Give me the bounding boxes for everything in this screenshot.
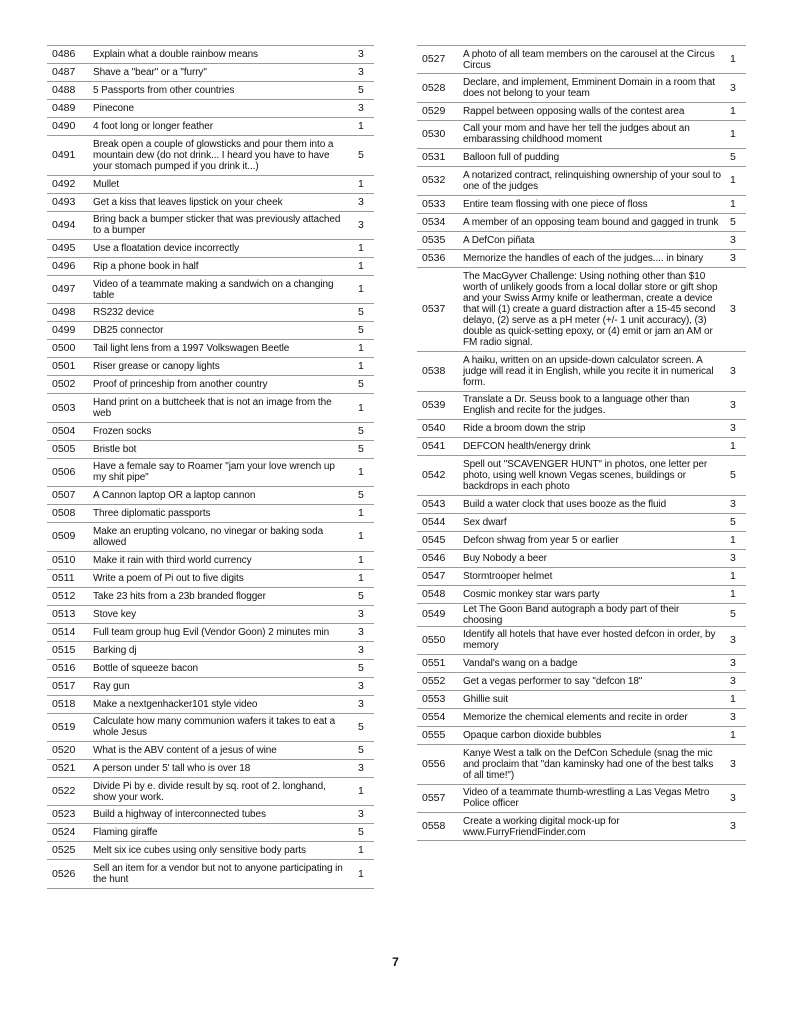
- table-row: [47, 487, 374, 505]
- item-number: 0535: [417, 231, 456, 249]
- table-row: [47, 358, 374, 376]
- item-number: 0491: [47, 136, 86, 176]
- item-points: 5: [355, 322, 374, 340]
- item-points: 5: [355, 376, 374, 394]
- table-row: [47, 304, 374, 322]
- table-row: [417, 249, 746, 267]
- table-row: [47, 777, 374, 805]
- table-row: [47, 605, 374, 623]
- item-description: Sex dwarf: [456, 513, 727, 531]
- item-description: Opaque carbon dioxide bubbles: [456, 726, 727, 744]
- item-description: A person under 5' tall who is over 18: [86, 759, 355, 777]
- table-row: [47, 322, 374, 340]
- table-row: [417, 213, 746, 231]
- item-description: Call your mom and have her tell the judges about an embarassing childhood moment: [456, 120, 727, 148]
- item-points: 3: [355, 193, 374, 211]
- item-number: 0518: [47, 695, 86, 713]
- item-points: 5: [727, 213, 746, 231]
- item-points: 3: [355, 211, 374, 239]
- item-number: 0510: [47, 551, 86, 569]
- item-description: DEFCON health/energy drink: [456, 437, 727, 455]
- item-points: 3: [355, 759, 374, 777]
- item-points: 5: [727, 455, 746, 495]
- item-points: 5: [355, 741, 374, 759]
- item-number: 0545: [417, 531, 456, 549]
- item-number: 0547: [417, 567, 456, 585]
- table-row: [417, 195, 746, 213]
- item-number: 0528: [417, 74, 456, 102]
- item-points: 5: [355, 713, 374, 741]
- item-number: 0544: [417, 513, 456, 531]
- item-points: 3: [727, 812, 746, 840]
- items-table-right: [417, 45, 746, 841]
- item-points: 5: [727, 603, 746, 626]
- item-points: 1: [727, 690, 746, 708]
- item-description: Ride a broom down the strip: [456, 419, 727, 437]
- item-description: Cosmic monkey star wars party: [456, 585, 727, 603]
- item-points: 5: [727, 149, 746, 167]
- item-description: Rip a phone book in half: [86, 257, 355, 275]
- item-points: 5: [355, 136, 374, 176]
- item-description: Melt six ice cubes using only sensitive body parts: [86, 842, 355, 860]
- table-row: [417, 812, 746, 840]
- item-points: 1: [727, 726, 746, 744]
- item-points: 1: [355, 505, 374, 523]
- item-number: 0523: [47, 806, 86, 824]
- item-description: What is the ABV content of a jesus of wine: [86, 741, 355, 759]
- item-number: 0525: [47, 842, 86, 860]
- left-column: [47, 45, 374, 889]
- item-points: 1: [355, 340, 374, 358]
- table-row: [47, 257, 374, 275]
- item-number: 0530: [417, 120, 456, 148]
- item-points: 5: [355, 487, 374, 505]
- table-row: [417, 708, 746, 726]
- item-description: A photo of all team members on the carousel at the Circus Circus: [456, 46, 727, 74]
- table-row: [417, 585, 746, 603]
- item-description: Buy Nobody a beer: [456, 549, 727, 567]
- item-description: Rappel between opposing walls of the contest area: [456, 102, 727, 120]
- item-points: 3: [727, 231, 746, 249]
- item-description: Memorize the handles of each of the judges.... in binary: [456, 249, 727, 267]
- item-points: 5: [355, 587, 374, 605]
- item-number: 0540: [417, 419, 456, 437]
- item-number: 0553: [417, 690, 456, 708]
- table-row: [47, 695, 374, 713]
- item-number: 0489: [47, 100, 86, 118]
- table-row: [417, 784, 746, 812]
- item-points: 3: [727, 626, 746, 654]
- table-row: [47, 100, 374, 118]
- item-number: 0551: [417, 654, 456, 672]
- item-points: 3: [727, 351, 746, 391]
- item-number: 0534: [417, 213, 456, 231]
- item-number: 0487: [47, 64, 86, 82]
- item-points: 1: [355, 118, 374, 136]
- item-description: Declare, and implement, Emminent Domain in a room that does not belong to your team: [456, 74, 727, 102]
- item-description: A haiku, written on an upside-down calculator screen. A judge will read it in English, while you recite it in numerical form.: [456, 351, 727, 391]
- item-points: 3: [727, 672, 746, 690]
- table-row: [47, 842, 374, 860]
- item-points: 1: [727, 195, 746, 213]
- table-row: [47, 824, 374, 842]
- item-points: 5: [355, 304, 374, 322]
- item-description: 4 foot long or longer feather: [86, 118, 355, 136]
- item-points: 1: [355, 551, 374, 569]
- item-number: 0499: [47, 322, 86, 340]
- table-row: [417, 267, 746, 351]
- item-points: 3: [727, 419, 746, 437]
- table-row: [47, 440, 374, 458]
- item-description: Build a highway of interconnected tubes: [86, 806, 355, 824]
- item-description: Make an erupting volcano, no vinegar or baking soda allowed: [86, 523, 355, 551]
- item-number: 0486: [47, 46, 86, 64]
- table-row: [47, 759, 374, 777]
- table-row: [417, 391, 746, 419]
- item-points: 1: [727, 567, 746, 585]
- item-points: 1: [727, 585, 746, 603]
- item-points: 1: [355, 842, 374, 860]
- item-points: 1: [727, 437, 746, 455]
- item-number: 0543: [417, 495, 456, 513]
- item-points: 1: [727, 120, 746, 148]
- item-points: 3: [727, 744, 746, 784]
- item-description: Defcon shwag from year 5 or earlier: [456, 531, 727, 549]
- item-number: 0517: [47, 677, 86, 695]
- table-row: [417, 672, 746, 690]
- item-number: 0537: [417, 267, 456, 351]
- item-description: Take 23 hits from a 23b branded flogger: [86, 587, 355, 605]
- table-row: [417, 46, 746, 74]
- item-description: Use a floatation device incorrectly: [86, 239, 355, 257]
- item-description: Proof of princeship from another country: [86, 376, 355, 394]
- table-row: [417, 726, 746, 744]
- item-description: Create a working digital mock-up for www.FurryFriendFinder.com: [456, 812, 727, 840]
- table-row: [417, 419, 746, 437]
- item-description: A Cannon laptop OR a laptop cannon: [86, 487, 355, 505]
- table-row: [47, 523, 374, 551]
- item-number: 0516: [47, 659, 86, 677]
- item-description: Ray gun: [86, 677, 355, 695]
- item-points: 3: [727, 495, 746, 513]
- item-number: 0511: [47, 569, 86, 587]
- table-row: [47, 860, 374, 888]
- item-points: 1: [727, 167, 746, 195]
- item-number: 0507: [47, 487, 86, 505]
- item-points: 3: [355, 695, 374, 713]
- item-points: 3: [727, 267, 746, 351]
- item-description: Calculate how many communion wafers it takes to eat a whole Jesus: [86, 713, 355, 741]
- page-number: 7: [392, 955, 399, 969]
- item-number: 0492: [47, 175, 86, 193]
- item-number: 0521: [47, 759, 86, 777]
- item-number: 0495: [47, 239, 86, 257]
- item-number: 0531: [417, 149, 456, 167]
- item-description: Bottle of squeeze bacon: [86, 659, 355, 677]
- item-number: 0554: [417, 708, 456, 726]
- table-row: [417, 603, 746, 626]
- item-description: Explain what a double rainbow means: [86, 46, 355, 64]
- item-points: 5: [355, 82, 374, 100]
- item-number: 0557: [417, 784, 456, 812]
- table-row: [417, 102, 746, 120]
- items-table-left: [47, 45, 374, 889]
- item-description: Kanye West a talk on the DefCon Schedule (snag the mic and proclaim that "dan kaminsky had one of the best talks of all time!"): [456, 744, 727, 784]
- item-description: Get a vegas performer to say "defcon 18": [456, 672, 727, 690]
- item-description: Pinecone: [86, 100, 355, 118]
- item-number: 0514: [47, 623, 86, 641]
- item-description: Tail light lens from a 1997 Volkswagen Beetle: [86, 340, 355, 358]
- item-description: Divide Pi by e. divide result by sq. root of 2. longhand, show your work.: [86, 777, 355, 805]
- item-number: 0549: [417, 603, 456, 626]
- table-row: [47, 641, 374, 659]
- item-number: 0548: [417, 585, 456, 603]
- item-description: A member of an opposing team bound and gagged in trunk: [456, 213, 727, 231]
- item-points: 1: [355, 239, 374, 257]
- item-number: 0498: [47, 304, 86, 322]
- item-number: 0522: [47, 777, 86, 805]
- item-points: 5: [727, 513, 746, 531]
- item-number: 0504: [47, 422, 86, 440]
- item-number: 0502: [47, 376, 86, 394]
- table-row: [417, 167, 746, 195]
- table-row: [47, 677, 374, 695]
- item-number: 0558: [417, 812, 456, 840]
- item-description: Translate a Dr. Seuss book to a language other than English and recite for the judges.: [456, 391, 727, 419]
- table-row: [47, 587, 374, 605]
- item-description: Memorize the chemical elements and recite in order: [456, 708, 727, 726]
- item-description: Entire team flossing with one piece of floss: [456, 195, 727, 213]
- table-row: [417, 626, 746, 654]
- table-row: [417, 690, 746, 708]
- item-description: Vandal's wang on a badge: [456, 654, 727, 672]
- item-points: 1: [355, 275, 374, 303]
- item-points: 1: [355, 523, 374, 551]
- item-points: 1: [355, 860, 374, 888]
- item-points: 3: [355, 100, 374, 118]
- table-row: [47, 136, 374, 176]
- table-row: [417, 120, 746, 148]
- table-row: [47, 505, 374, 523]
- item-description: Balloon full of pudding: [456, 149, 727, 167]
- item-number: 0519: [47, 713, 86, 741]
- item-description: Riser grease or canopy lights: [86, 358, 355, 376]
- item-points: 1: [727, 46, 746, 74]
- item-description: Get a kiss that leaves lipstick on your cheek: [86, 193, 355, 211]
- item-description: 5 Passports from other countries: [86, 82, 355, 100]
- table-row: [47, 713, 374, 741]
- item-description: Ghillie suit: [456, 690, 727, 708]
- item-points: 1: [355, 257, 374, 275]
- item-points: 1: [355, 358, 374, 376]
- item-number: 0550: [417, 626, 456, 654]
- table-row: [417, 549, 746, 567]
- table-row: [47, 394, 374, 422]
- item-number: 0490: [47, 118, 86, 136]
- item-points: 1: [355, 394, 374, 422]
- item-number: 0512: [47, 587, 86, 605]
- item-number: 0532: [417, 167, 456, 195]
- table-row: [47, 806, 374, 824]
- item-number: 0500: [47, 340, 86, 358]
- item-description: Full team group hug Evil (Vendor Goon) 2 minutes min: [86, 623, 355, 641]
- item-description: A DefCon piñata: [456, 231, 727, 249]
- table-row: [47, 118, 374, 136]
- table-row: [47, 82, 374, 100]
- item-number: 0529: [417, 102, 456, 120]
- item-description: Barking dj: [86, 641, 355, 659]
- item-points: 1: [355, 175, 374, 193]
- item-description: Stormtrooper helmet: [456, 567, 727, 585]
- item-description: Sell an item for a vendor but not to anyone participating in the hunt: [86, 860, 355, 888]
- item-points: 1: [727, 531, 746, 549]
- item-description: Make a nextgenhacker101 style video: [86, 695, 355, 713]
- item-number: 0493: [47, 193, 86, 211]
- item-points: 3: [355, 64, 374, 82]
- table-row: [47, 340, 374, 358]
- item-description: Hand print on a buttcheek that is not an image from the web: [86, 394, 355, 422]
- item-description: Spell out "SCAVENGER HUNT" in photos, one letter per photo, using well known Vegas scenes, buildings or backdrops in each photo: [456, 455, 727, 495]
- table-row: [417, 231, 746, 249]
- table-row: [417, 654, 746, 672]
- item-number: 0515: [47, 641, 86, 659]
- item-points: 3: [727, 549, 746, 567]
- item-description: Identify all hotels that have ever hosted defcon in order, by memory: [456, 626, 727, 654]
- table-row: [47, 376, 374, 394]
- item-points: 3: [355, 806, 374, 824]
- table-row: [47, 193, 374, 211]
- item-points: 3: [727, 784, 746, 812]
- item-description: A notarized contract, relinquishing ownership of your soul to one of the judges: [456, 167, 727, 195]
- item-points: 3: [727, 654, 746, 672]
- table-row: [47, 46, 374, 64]
- table-row: [417, 495, 746, 513]
- table-row: [47, 569, 374, 587]
- item-number: 0501: [47, 358, 86, 376]
- item-description: DB25 connector: [86, 322, 355, 340]
- item-points: 3: [355, 641, 374, 659]
- table-row: [47, 458, 374, 486]
- item-description: Shave a "bear" or a "furry": [86, 64, 355, 82]
- item-description: RS232 device: [86, 304, 355, 322]
- item-points: 5: [355, 824, 374, 842]
- item-number: 0520: [47, 741, 86, 759]
- item-description: Bristle bot: [86, 440, 355, 458]
- item-points: 3: [727, 74, 746, 102]
- table-row: [47, 623, 374, 641]
- item-points: 3: [727, 391, 746, 419]
- item-description: Write a poem of Pi out to five digits: [86, 569, 355, 587]
- item-number: 0503: [47, 394, 86, 422]
- item-number: 0494: [47, 211, 86, 239]
- item-points: 3: [355, 46, 374, 64]
- table-row: [417, 149, 746, 167]
- item-description: Stove key: [86, 605, 355, 623]
- table-row: [417, 531, 746, 549]
- item-number: 0536: [417, 249, 456, 267]
- table-row: [417, 513, 746, 531]
- table-row: [47, 551, 374, 569]
- table-row: [417, 74, 746, 102]
- item-description: Video of a teammate thumb-wrestling a Las Vegas Metro Police officer: [456, 784, 727, 812]
- table-row: [47, 239, 374, 257]
- right-column: [417, 45, 746, 841]
- item-description: Let The Goon Band autograph a body part of their choosing: [456, 603, 727, 626]
- item-points: 3: [727, 249, 746, 267]
- table-row: [47, 175, 374, 193]
- item-description: Frozen socks: [86, 422, 355, 440]
- item-description: Mullet: [86, 175, 355, 193]
- item-number: 0497: [47, 275, 86, 303]
- item-number: 0541: [417, 437, 456, 455]
- item-description: Have a female say to Roamer "jam your love wrench up my shit pipe": [86, 458, 355, 486]
- item-number: 0546: [417, 549, 456, 567]
- item-points: 3: [727, 708, 746, 726]
- item-number: 0533: [417, 195, 456, 213]
- item-number: 0527: [417, 46, 456, 74]
- item-description: Three diplomatic passports: [86, 505, 355, 523]
- item-number: 0524: [47, 824, 86, 842]
- item-description: Video of a teammate making a sandwich on a changing table: [86, 275, 355, 303]
- table-row: [47, 659, 374, 677]
- table-row: [417, 351, 746, 391]
- table-row: [47, 741, 374, 759]
- table-row: [417, 744, 746, 784]
- item-number: 0509: [47, 523, 86, 551]
- table-row: [417, 437, 746, 455]
- item-points: 1: [355, 458, 374, 486]
- table-row: [417, 567, 746, 585]
- item-number: 0508: [47, 505, 86, 523]
- item-number: 0552: [417, 672, 456, 690]
- table-row: [47, 422, 374, 440]
- item-description: Build a water clock that uses booze as the fluid: [456, 495, 727, 513]
- item-number: 0513: [47, 605, 86, 623]
- table-row: [47, 211, 374, 239]
- item-number: 0542: [417, 455, 456, 495]
- item-description: Bring back a bumper sticker that was previously attached to a bumper: [86, 211, 355, 239]
- item-description: Make it rain with third world currency: [86, 551, 355, 569]
- item-number: 0496: [47, 257, 86, 275]
- item-description: Break open a couple of glowsticks and pour them into a mountain dew (do not drink... I heard you have to have your stomach pumped if you drink it...): [86, 136, 355, 176]
- item-number: 0506: [47, 458, 86, 486]
- item-number: 0538: [417, 351, 456, 391]
- item-number: 0505: [47, 440, 86, 458]
- item-points: 1: [355, 777, 374, 805]
- item-description: Flaming giraffe: [86, 824, 355, 842]
- item-points: 1: [355, 569, 374, 587]
- item-points: 3: [355, 677, 374, 695]
- item-points: 3: [355, 605, 374, 623]
- item-points: 5: [355, 422, 374, 440]
- table-row: [47, 275, 374, 303]
- item-points: 1: [727, 102, 746, 120]
- item-points: 5: [355, 659, 374, 677]
- table-row: [47, 64, 374, 82]
- table-row: [417, 455, 746, 495]
- item-number: 0526: [47, 860, 86, 888]
- item-number: 0539: [417, 391, 456, 419]
- item-number: 0555: [417, 726, 456, 744]
- item-number: 0488: [47, 82, 86, 100]
- item-description: The MacGyver Challenge: Using nothing other than $10 worth of unlikely goods from a local dollar store or gift shop and your Swiss Army knife or leatherman, create a device that will (1) create a guard distraction after a 15-45 second delayo, (2) serve as a pH meter (+/- 1 unit accuracy), (3) double as quick-setting epoxy, or (4) emit or jam an AM or FM radio signal.: [456, 267, 727, 351]
- item-points: 5: [355, 440, 374, 458]
- item-number: 0556: [417, 744, 456, 784]
- item-points: 3: [355, 623, 374, 641]
